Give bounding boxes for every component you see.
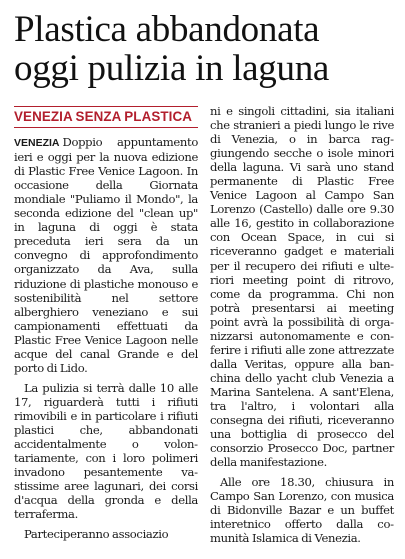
paragraph-4: Alle ore 18.30, chiusura in Campo San Lorenzo, con musica di Bidonville Bazar e un buffet interetnico offerto dalla comunità Islamica di Venezia.: [210, 475, 394, 546]
column-left: [14, 104, 198, 556]
paragraph-1-text: Doppio appuntamento ieri e oggi per la nuova edizione di Plastic Free Venice Lagoon. In occasione della Giornata mondiale "Puliamo il Mondo", la seconda edizione del "clean up" in laguna di oggi è stata preceduta ieri sera da un convegno di approfondimento organizzato da Ava, sulla riduzione di plastiche monouso e sostenibilità nel settore alberghiero veneziano e sui campionamenti effettuati da Plastic Free Venice Lagoon nelle acque del canal Grande e del porto di Lido.: [14, 135, 198, 375]
headline-line-2: oggi pulizia in laguna: [14, 48, 330, 89]
column-right: [210, 104, 394, 556]
paragraph-1: [14, 135, 198, 375]
paragraph-3-start: Parteciperanno associazio: [24, 527, 169, 542]
article-body: [14, 104, 394, 556]
paragraph-3-continued: ni e singoli cittadini, sia italiani che stranieri a piedi lungo le rive di Venezia, o in barca raggiungendo secche o isole minori della laguna. Vi sarà uno stand permanente di Plastic Free Venice Lagoon al Campo San Lorenzo (Castello) dalle ore 9.30 alle 16, gestito in collaborazione con Ocean Space, in cui si riceveranno gadget e materiali per il recupero dei rifiuti e ulteriori meeting point di ritrovo, come da programma. Chi non potrà presentarsi ai meeting point avrà la possibilità di organizzarsi autonomamente e conferire i rifiuti alle zone attrezzate dalla Veritas, oppure alla banchina dello yacht club Venezia a Marina Santelena. A sant'Elena, tra l'altro, i volontari alla consegna dei rifiuti, riceveranno una bottiglia di prosecco del consorzio Prosecco Doc, partner della manifestazione.: [210, 104, 394, 470]
paragraph-2: La pulizia si terrà dalle 10 alle 17, riguarderà tutti i rifiuti rimovibili e in particolare i rifiuti plastici che, abbandonati accidentalmente o volontariamente, con i loro polimeri invadono pesantemente vastissime aree lagunari, dei corsi d'acqua della gronda e della terraferma.: [14, 380, 198, 522]
kicker-label: VENEZIA SENZA PLASTICA: [14, 106, 198, 128]
dateline: VENEZIA: [14, 137, 60, 150]
headline-line-1: Plastica abbandonata: [14, 9, 320, 50]
headline: [14, 10, 395, 88]
